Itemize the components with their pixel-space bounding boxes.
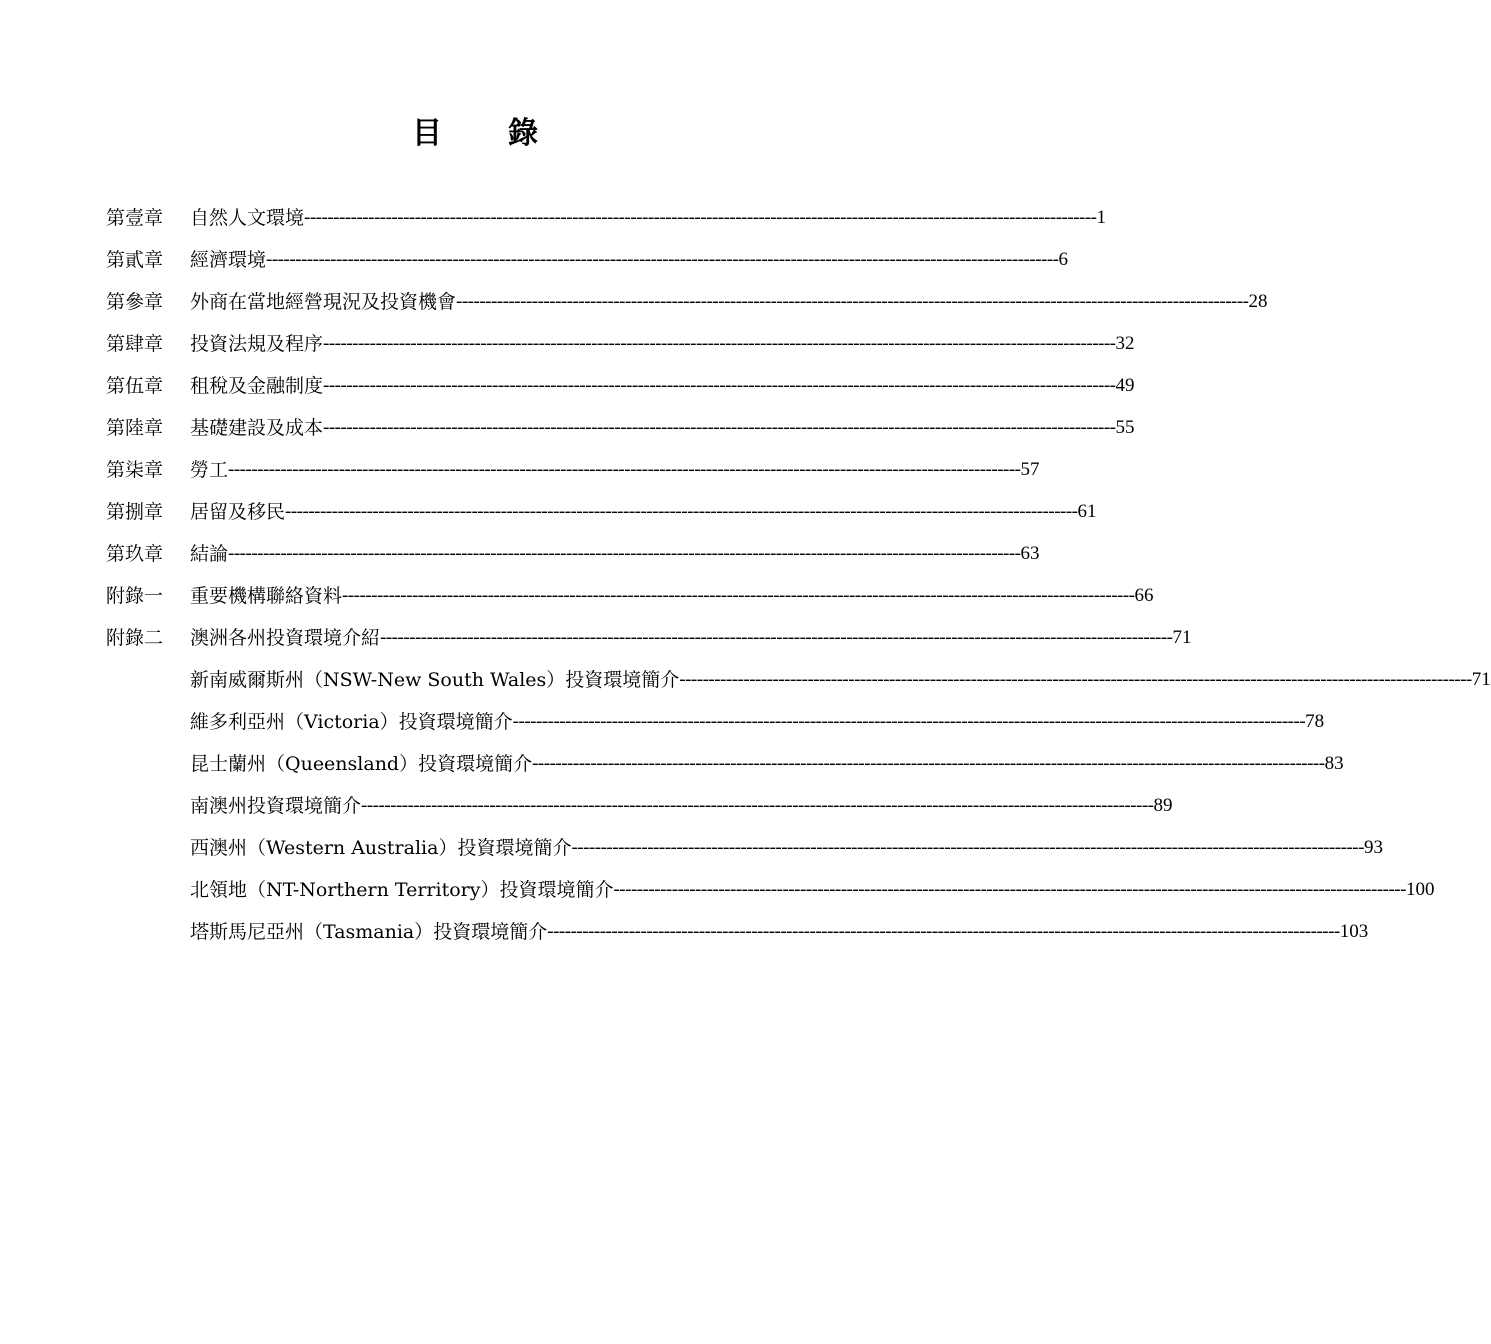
toc-leader-dots: ---------------------------------------------------------------------------------------------------------------------------------------- bbox=[380, 627, 1173, 648]
toc-entry-1[interactable] bbox=[106, 197, 1107, 239]
page-title bbox=[0, 108, 950, 152]
table-of-contents bbox=[106, 197, 1491, 953]
toc-entry-title: 南澳州投資環境簡介 bbox=[190, 795, 362, 817]
toc-chapter-label: 第伍章 bbox=[106, 375, 164, 397]
toc-entry-8[interactable] bbox=[106, 491, 1097, 533]
toc-leader-dots: ---------------------------------------------------------------------------------------------------------------------------------------- bbox=[532, 753, 1325, 774]
toc-entry-title: 居留及移民 bbox=[190, 501, 286, 523]
toc-leader-dots: ---------------------------------------------------------------------------------------------------------------------------------------- bbox=[304, 207, 1097, 228]
toc-entry-3[interactable] bbox=[106, 281, 1268, 323]
toc-page-number: 63 bbox=[1020, 543, 1040, 564]
toc-entry-7[interactable] bbox=[106, 449, 1040, 491]
toc-entry-16[interactable] bbox=[106, 827, 1383, 869]
toc-page-number: 83 bbox=[1324, 753, 1344, 774]
toc-page-number: 66 bbox=[1134, 585, 1154, 606]
toc-page-number: 78 bbox=[1305, 711, 1325, 732]
toc-entry-title: 重要機構聯絡資料 bbox=[190, 585, 343, 607]
toc-page-number: 61 bbox=[1077, 501, 1097, 522]
toc-page-number: 55 bbox=[1115, 417, 1135, 438]
toc-leader-dots: ---------------------------------------------------------------------------------------------------------------------------------------- bbox=[342, 585, 1135, 606]
toc-entry-17[interactable] bbox=[106, 869, 1435, 911]
toc-chapter-label: 第陸章 bbox=[106, 417, 164, 439]
toc-chapter-label: 第參章 bbox=[106, 291, 164, 313]
toc-leader-dots: ---------------------------------------------------------------------------------------------------------------------------------------- bbox=[613, 879, 1406, 900]
toc-page-number: 103 bbox=[1339, 921, 1369, 942]
toc-page-number: 89 bbox=[1153, 795, 1173, 816]
toc-entry-4[interactable] bbox=[106, 323, 1135, 365]
toc-entry-title: 租稅及金融制度 bbox=[190, 375, 324, 397]
toc-page-number: 28 bbox=[1248, 291, 1268, 312]
toc-page-number: 71 bbox=[1172, 627, 1192, 648]
toc-entry-title: 澳洲各州投資環境介紹 bbox=[190, 627, 381, 649]
toc-entry-2[interactable] bbox=[106, 239, 1069, 281]
toc-leader-dots: ---------------------------------------------------------------------------------------------------------------------------------------- bbox=[323, 333, 1116, 354]
toc-leader-dots: ---------------------------------------------------------------------------------------------------------------------------------------- bbox=[228, 543, 1021, 564]
toc-page-number: 93 bbox=[1363, 837, 1383, 858]
toc-entry-title: 基礎建設及成本 bbox=[190, 417, 324, 439]
toc-entry-12[interactable] bbox=[106, 659, 1491, 701]
toc-entry-title: 外商在當地經營現況及投資機會 bbox=[190, 291, 457, 313]
toc-page-number: 32 bbox=[1115, 333, 1135, 354]
toc-entry-title: 西澳州（Western Australia）投資環境簡介 bbox=[190, 837, 572, 859]
toc-entry-title: 經濟環境 bbox=[190, 249, 267, 271]
toc-chapter-label: 第捌章 bbox=[106, 501, 164, 523]
toc-chapter-label: 第肆章 bbox=[106, 333, 164, 355]
toc-entry-9[interactable] bbox=[106, 533, 1040, 575]
toc-page-number: 57 bbox=[1020, 459, 1040, 480]
toc-leader-dots: ---------------------------------------------------------------------------------------------------------------------------------------- bbox=[285, 501, 1078, 522]
toc-entry-10[interactable] bbox=[106, 575, 1154, 617]
toc-entry-title: 昆士蘭州（Queensland）投資環境簡介 bbox=[190, 753, 533, 775]
toc-entry-6[interactable] bbox=[106, 407, 1135, 449]
toc-chapter-label: 第貳章 bbox=[106, 249, 164, 271]
toc-entry-title: 北領地（NT-Northern Territory）投資環境簡介 bbox=[190, 879, 614, 901]
toc-leader-dots: ---------------------------------------------------------------------------------------------------------------------------------------- bbox=[361, 795, 1154, 816]
toc-page-number: 71 bbox=[1471, 669, 1491, 690]
toc-entry-title: 維多利亞州（Victoria）投資環境簡介 bbox=[190, 711, 513, 733]
toc-leader-dots: ---------------------------------------------------------------------------------------------------------------------------------------- bbox=[512, 711, 1306, 732]
toc-entry-title: 新南威爾斯州（NSW-New South Wales）投資環境簡介 bbox=[190, 669, 680, 691]
title-char-1: 目 bbox=[412, 116, 442, 151]
toc-page-number: 49 bbox=[1115, 375, 1135, 396]
toc-entry-5[interactable] bbox=[106, 365, 1135, 407]
toc-page-number: 1 bbox=[1096, 207, 1107, 228]
toc-chapter-label: 第玖章 bbox=[106, 543, 164, 565]
toc-entry-title: 投資法規及程序 bbox=[190, 333, 324, 355]
toc-chapter-label: 附錄二 bbox=[106, 627, 164, 649]
toc-entry-13[interactable] bbox=[106, 701, 1325, 743]
toc-entry-11[interactable] bbox=[106, 617, 1192, 659]
toc-leader-dots: ---------------------------------------------------------------------------------------------------------------------------------------- bbox=[547, 921, 1340, 942]
toc-entry-title: 勞工 bbox=[190, 459, 229, 481]
toc-chapter-label: 附錄一 bbox=[106, 585, 164, 607]
toc-leader-dots: ---------------------------------------------------------------------------------------------------------------------------------------- bbox=[323, 375, 1116, 396]
toc-page-number: 6 bbox=[1058, 249, 1069, 270]
title-char-2: 錄 bbox=[508, 116, 538, 151]
toc-entry-15[interactable] bbox=[106, 785, 1173, 827]
toc-leader-dots: ---------------------------------------------------------------------------------------------------------------------------------------- bbox=[323, 417, 1116, 438]
toc-entry-14[interactable] bbox=[106, 743, 1344, 785]
toc-entry-title: 塔斯馬尼亞州（Tasmania）投資環境簡介 bbox=[190, 921, 548, 943]
toc-entry-title: 自然人文環境 bbox=[190, 207, 305, 229]
toc-chapter-label: 第柒章 bbox=[106, 459, 164, 481]
toc-leader-dots: ---------------------------------------------------------------------------------------------------------------------------------------- bbox=[456, 291, 1249, 312]
toc-leader-dots: ---------------------------------------------------------------------------------------------------------------------------------------- bbox=[679, 669, 1472, 690]
toc-leader-dots: ---------------------------------------------------------------------------------------------------------------------------------------- bbox=[266, 249, 1059, 270]
toc-leader-dots: ---------------------------------------------------------------------------------------------------------------------------------------- bbox=[228, 459, 1021, 480]
toc-entry-18[interactable] bbox=[106, 911, 1369, 953]
toc-page-number: 100 bbox=[1405, 879, 1435, 900]
toc-chapter-label: 第壹章 bbox=[106, 207, 164, 229]
toc-leader-dots: ---------------------------------------------------------------------------------------------------------------------------------------- bbox=[571, 837, 1364, 858]
toc-entry-title: 結論 bbox=[190, 543, 229, 565]
